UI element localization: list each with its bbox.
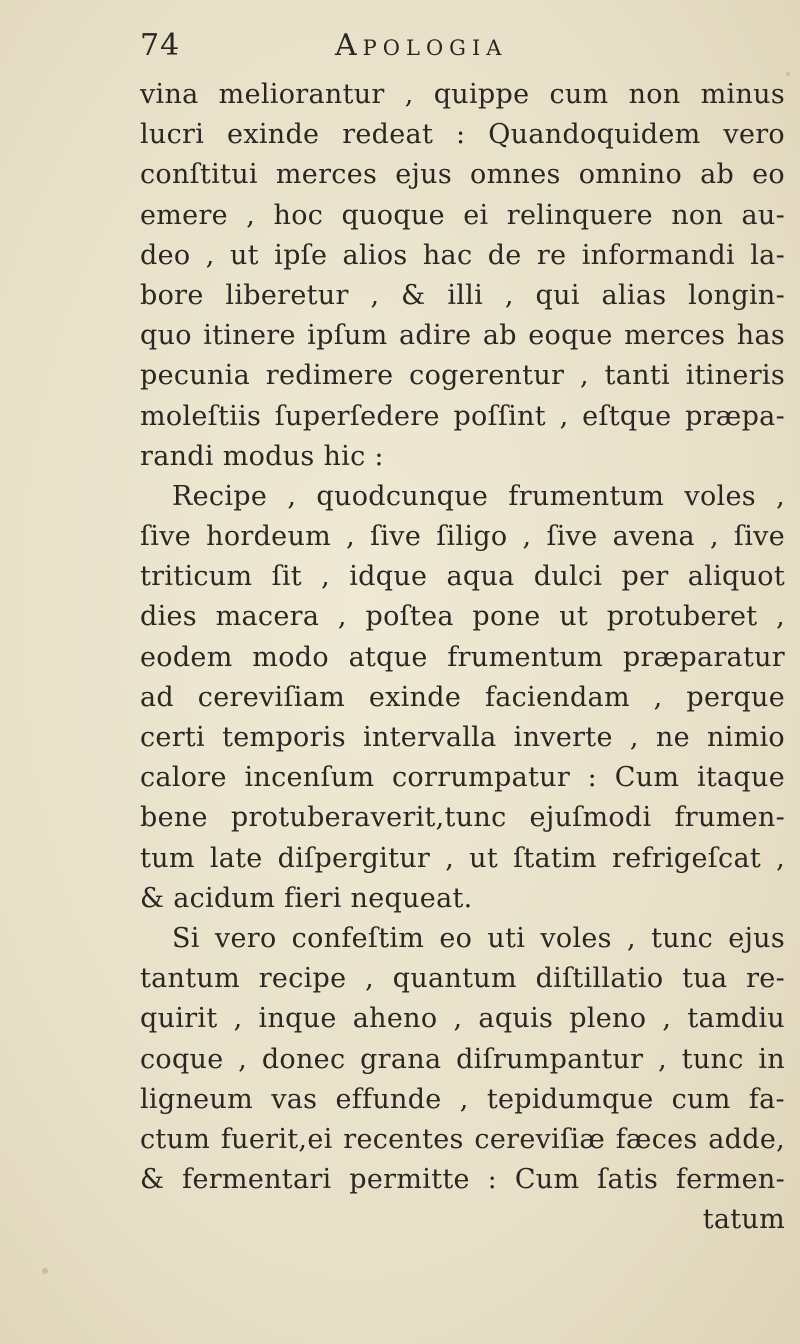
text-line: certi temporis intervalla inverte , ne nimio (140, 722, 785, 753)
text-line: dies macera , poſtea pone ut protuberet , (140, 601, 785, 633)
text-line: triticum ſit , idque aqua dulci per aliquot (140, 561, 785, 593)
running-head: Apologia (335, 28, 508, 63)
page-number: 74 (140, 28, 181, 63)
text-line: ad cereviſiam exinde faciendam , perque (140, 681, 785, 713)
catchword: tatum (702, 1204, 785, 1236)
text-line: lucri exinde redeat : Quandoquidem vero (140, 119, 785, 151)
text-line: & acidum fieri nequeat. (140, 882, 473, 914)
text-line: calore incenſum corrumpatur : Cum itaque (140, 762, 785, 794)
paper-spot (786, 72, 790, 76)
text-line: pecunia redimere cogerentur , tanti itineris (140, 360, 785, 392)
text-line: vina meliorantur , quippe cum non minus (140, 79, 785, 110)
text-line: ctum fuerit,ei recentes cereviſiæ fæces adde, (140, 1123, 785, 1155)
page-header (140, 26, 780, 66)
text-line: tum late diſpergitur , ut ſtatim refrigeſcat , (140, 842, 785, 874)
text-line: deo , ut ipſe alios hac de re informandi la- (140, 239, 785, 271)
text-line: eodem modo atque frumentum præparatur (140, 641, 785, 673)
text-line: ligneum vas effunde , tepidumque cum fa- (140, 1083, 785, 1115)
text-line: coque , donec grana diſrumpantur , tunc in (140, 1043, 785, 1075)
paper-spot (42, 1268, 48, 1274)
text-line: tantum recipe , quantum diſtillatio tua re- (140, 963, 785, 995)
text-line: & fermentari permitte : Cum ſatis fermen- (140, 1164, 785, 1196)
text-line: randi modus hic : (140, 440, 384, 472)
text-line: Si vero confeſtim eo uti voles , tunc ejus (172, 922, 785, 954)
text-line: quo itinere ipſum adire ab eoque merces has (140, 320, 785, 352)
text-line: ſive hordeum , ſive ſiligo , ſive avena , ſive (140, 521, 785, 553)
text-line: bene protuberaverit,tunc ejuſmodi frumen- (140, 802, 785, 834)
text-line: Recipe , quodcunque frumentum voles , (172, 480, 785, 512)
text-line: bore liberetur , & illi , qui alias longin- (140, 279, 785, 311)
text-line: moleſtiis ſuperſedere poſſint , eſtque præpa- (140, 400, 785, 432)
text-line: conſtitui merces ejus omnes omnino ab eo (140, 159, 785, 191)
text-line: quirit , inque aheno , aquis pleno , tamdiu (140, 1003, 785, 1035)
body-text (140, 75, 785, 1240)
text-line: emere , hoc quoque ei relinquere non au- (140, 199, 785, 231)
